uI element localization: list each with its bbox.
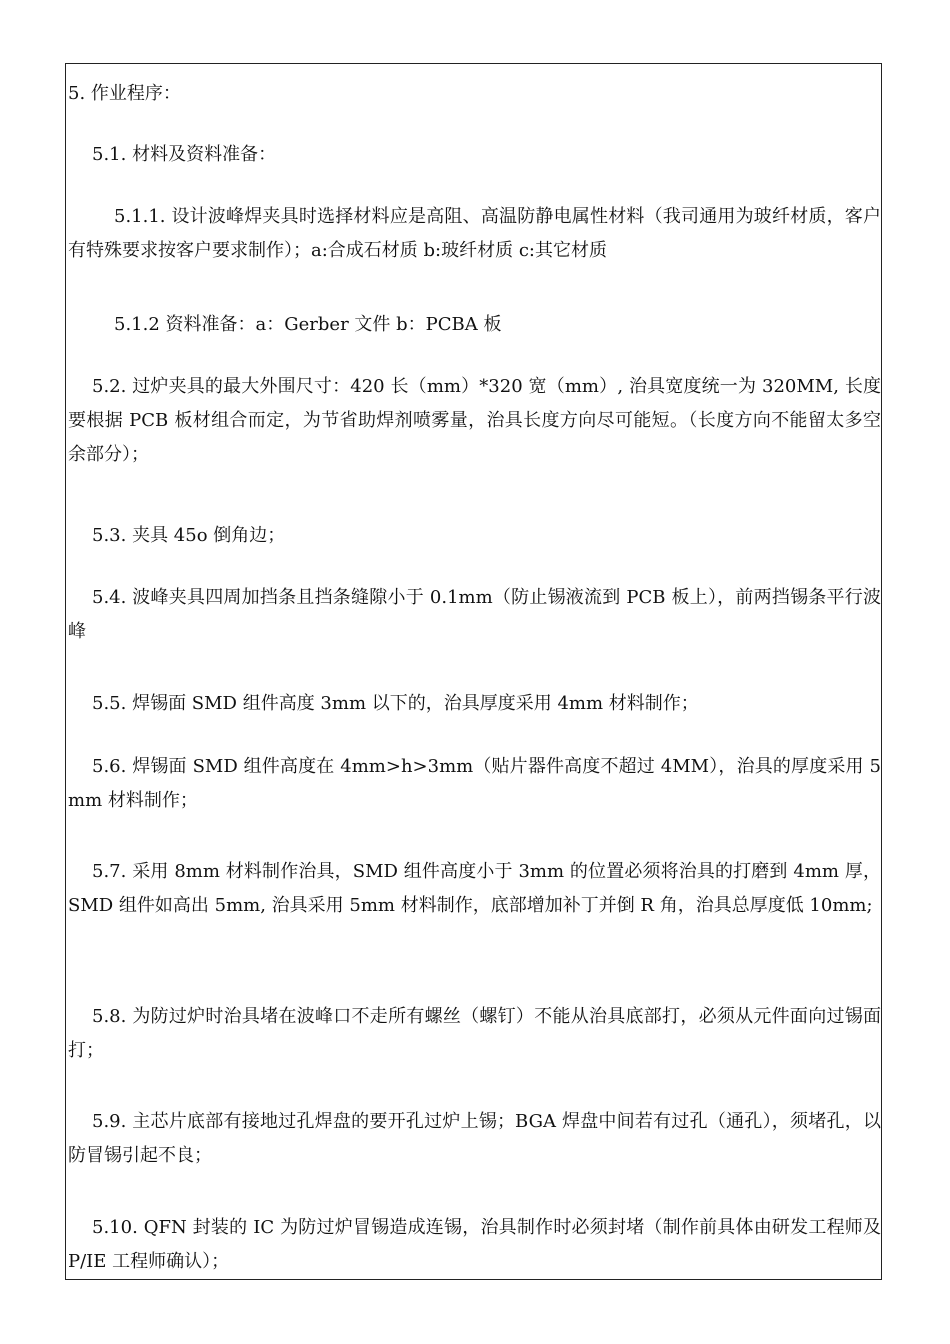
para-5-8: 5.8. 为防过炉时治具堵在波峰口不走所有螺丝（螺钉）不能从治具底部打，必须从元件面向过锡面打； xyxy=(68,1006,881,1061)
section-title: 5. 作业程序： xyxy=(68,83,181,104)
para-5-3: 5.3. 夹具 45o 倒角边； xyxy=(92,525,286,546)
para-5-2: 5.2. 过炉夹具的最大外围尺寸：420 长（mm）*320 宽（mm）, 治具宽度统一为 320MM, 长度要根据 PCB 板材组合而定，为节省助焊剂喷雾量，治具长度方向尽可能短。（长度方向不能留太多空余部分）； xyxy=(68,376,881,465)
para-5-1: 5.1. 材料及资料准备： xyxy=(92,144,277,165)
para-5-1-2: 5.1.2 资料准备：a：Gerber 文件 b：PCBA 板 xyxy=(114,314,502,335)
para-5-1-1: 5.1.1. 设计波峰焊夹具时选择材料应是高阻、高温防静电属性材料（我司通用为玻纤材质，客户有特殊要求按客户要求制作）；a:合成石材质 b:玻纤材质 c:其它材质 xyxy=(68,206,881,261)
para-5-6: 5.6. 焊锡面 SMD 组件高度在 4mm>h>3mm（贴片器件高度不超过 4MM），治具的厚度采用 5mm 材料制作； xyxy=(68,756,881,811)
para-5-5: 5.5. 焊锡面 SMD 组件高度 3mm 以下的，治具厚度采用 4mm 材料制作； xyxy=(92,693,699,714)
para-5-9: 5.9. 主芯片底部有接地过孔焊盘的要开孔过炉上锡；BGA 焊盘中间若有过孔（通孔），须堵孔，以防冒锡引起不良； xyxy=(68,1111,881,1166)
para-5-10: 5.10. QFN 封装的 IC 为防过炉冒锡造成连锡，治具制作时必须封堵（制作前具体由研发工程师及 P/IE 工程师确认）； xyxy=(68,1217,881,1272)
document-frame xyxy=(65,63,882,1280)
para-5-4: 5.4. 波峰夹具四周加挡条且挡条缝隙小于 0.1mm（防止锡液流到 PCB 板上），前两挡锡条平行波峰 xyxy=(68,587,881,642)
para-5-7: 5.7. 采用 8mm 材料制作治具，SMD 组件高度小于 3mm 的位置必须将治具的打磨到 4mm 厚，SMD 组件如高出 5mm, 治具采用 5mm 材料制作，底部增加补丁并倒 R 角，治具总厚度低 10mm; xyxy=(68,861,881,916)
